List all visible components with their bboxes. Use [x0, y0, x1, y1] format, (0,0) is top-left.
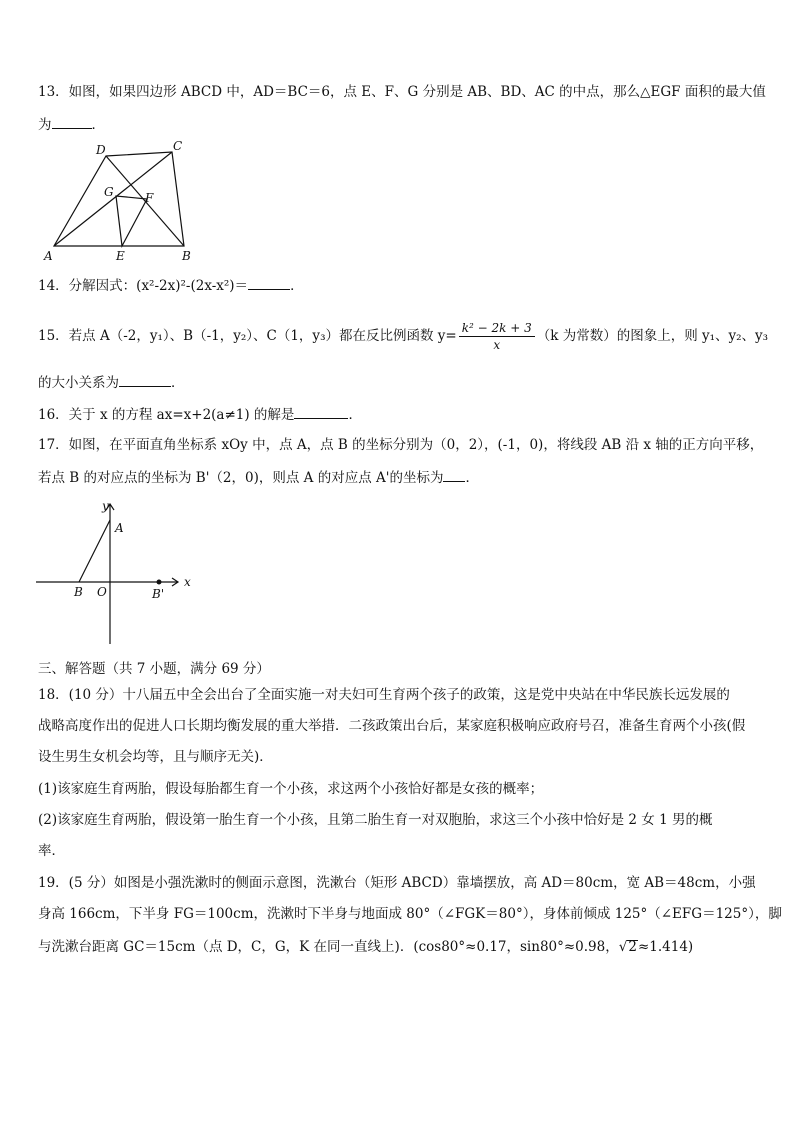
label-point-a: A — [115, 521, 124, 535]
q19-line3 — [38, 937, 693, 957]
label-point-b-prime: B' — [152, 587, 165, 601]
q13-quadrilateral-figure — [36, 136, 206, 264]
point-b-prime — [157, 580, 162, 585]
q13-line2-suffix: ． — [91, 117, 105, 133]
label-g: G — [104, 185, 114, 199]
q17-answer-blank — [443, 467, 465, 482]
label-c: C — [173, 139, 183, 153]
q15-line1 — [38, 318, 768, 354]
q17-line2 — [38, 467, 479, 488]
sqrt-sign: √ — [618, 939, 628, 955]
q15-frac-denominator: x — [493, 338, 501, 352]
label-d: D — [96, 143, 106, 157]
q14-line — [38, 275, 304, 296]
q14-answer-blank — [248, 275, 290, 290]
q15-line2-prefix: 的大小关系为 — [38, 375, 119, 391]
q15-fraction — [459, 320, 535, 353]
q16-line — [38, 404, 362, 425]
label-f: F — [145, 191, 154, 205]
q19-line3-suffix: ≈1.414) — [637, 939, 694, 955]
label-origin-o: O — [97, 585, 107, 599]
q17-coordinate-figure — [36, 498, 206, 648]
q19-line3-prefix: 与洗漱台距离 GC＝15cm（点 D，C，G，K 在同一直线上)．(cos80°≈0.17，sin80°≈0.98， — [38, 939, 619, 955]
q15-answer-blank — [119, 372, 171, 387]
q14-text: 14．分解因式：(x²-2x)²-(2x-x²)＝ — [38, 278, 249, 294]
q15-frac-numerator: k² − 2k + 3 — [459, 320, 535, 337]
q18-line6: 率． — [38, 843, 65, 859]
q15-line2-suffix: ． — [171, 375, 185, 391]
q13-line1: 13．如图，如果四边形 ABCD 中，AD＝BC＝6，点 E、F、G 分别是 AB、BD、AC 的中点，那么△EGF 面积的最大值 — [38, 84, 766, 100]
q19-line1: 19．(5 分）如图是小强洗漱时的侧面示意图，洗漱台（矩形 ABCD）靠墙摆放，高 AD＝80cm，宽 AB＝48cm，小强 — [38, 875, 756, 891]
q14-suffix: ． — [290, 278, 304, 294]
label-e: E — [116, 249, 125, 263]
q16-answer-blank — [294, 404, 348, 419]
q13-answer-blank — [52, 114, 92, 129]
q13-line2-prefix: 为 — [38, 117, 52, 133]
sqrt-radicand: 2 — [628, 939, 637, 955]
label-x-axis: x — [184, 575, 191, 589]
q19-line2: 身高 166cm，下半身 FG＝100cm，洗漱时下半身与地面成 80°（∠FGK＝80°），身体前倾成 125°（∠EFG＝125°），脚 — [38, 906, 782, 922]
q18-line2: 战略高度作出的促进人口长期均衡发展的重大举措．二孩政策出台后，某家庭积极响应政府号召，准备生育两个小孩(假 — [38, 718, 746, 734]
q15-prefix: 15．若点 A（-2，y₁）、B（-1，y₂）、C（1，y₃）都在反比例函数 y= — [38, 328, 457, 344]
section-3-heading: 三、解答题（共 7 小题，满分 69 分） — [38, 661, 270, 677]
q18-line3: 设生男生女机会均等，且与顺序无关)． — [38, 749, 273, 765]
q17-line2-suffix: ． — [465, 470, 479, 486]
q18-part1: (1)该家庭生育两胎，假设每胎都生育一个小孩，求这两个小孩恰好都是女孩的概率； — [38, 781, 544, 797]
label-y-axis: y — [102, 499, 109, 513]
label-point-b: B — [74, 585, 83, 599]
quad-abcd — [54, 152, 184, 246]
diagonal-ac — [54, 152, 172, 246]
q18-part2: (2)该家庭生育两胎，假设第一胎生育一个小孩，且第二胎生育一对双胞胎，求这三个小孩中恰好是 2 女 1 男的概 — [38, 812, 713, 828]
label-b: B — [182, 249, 191, 263]
label-a: A — [44, 249, 53, 263]
triangle-egf — [116, 196, 147, 246]
q16-text: 16．关于 x 的方程 ax=x+2(a≠1) 的解是 — [38, 407, 295, 423]
segment-ab — [79, 520, 110, 582]
q15-suffix: （k 为常数）的图象上，则 y₁、y₂、y₃ — [536, 328, 769, 344]
q16-suffix: ． — [348, 407, 362, 423]
q17-line2-prefix: 若点 B 的对应点的坐标为 B'（2，0)，则点 A 的对应点 A'的坐标为 — [38, 470, 444, 486]
q13-line2 — [38, 114, 105, 135]
q18-line1: 18．(10 分）十八届五中全会出台了全面实施一对夫妇可生育两个孩子的政策，这是党中央站在中华民族长远发展的 — [38, 687, 730, 703]
q15-line2 — [38, 372, 185, 393]
q17-line1: 17．如图，在平面直角坐标系 xOy 中，点 A，点 B 的坐标分别为（0，2），(-1，0)，将线段 AB 沿 x 轴的正方向平移， — [38, 437, 764, 453]
